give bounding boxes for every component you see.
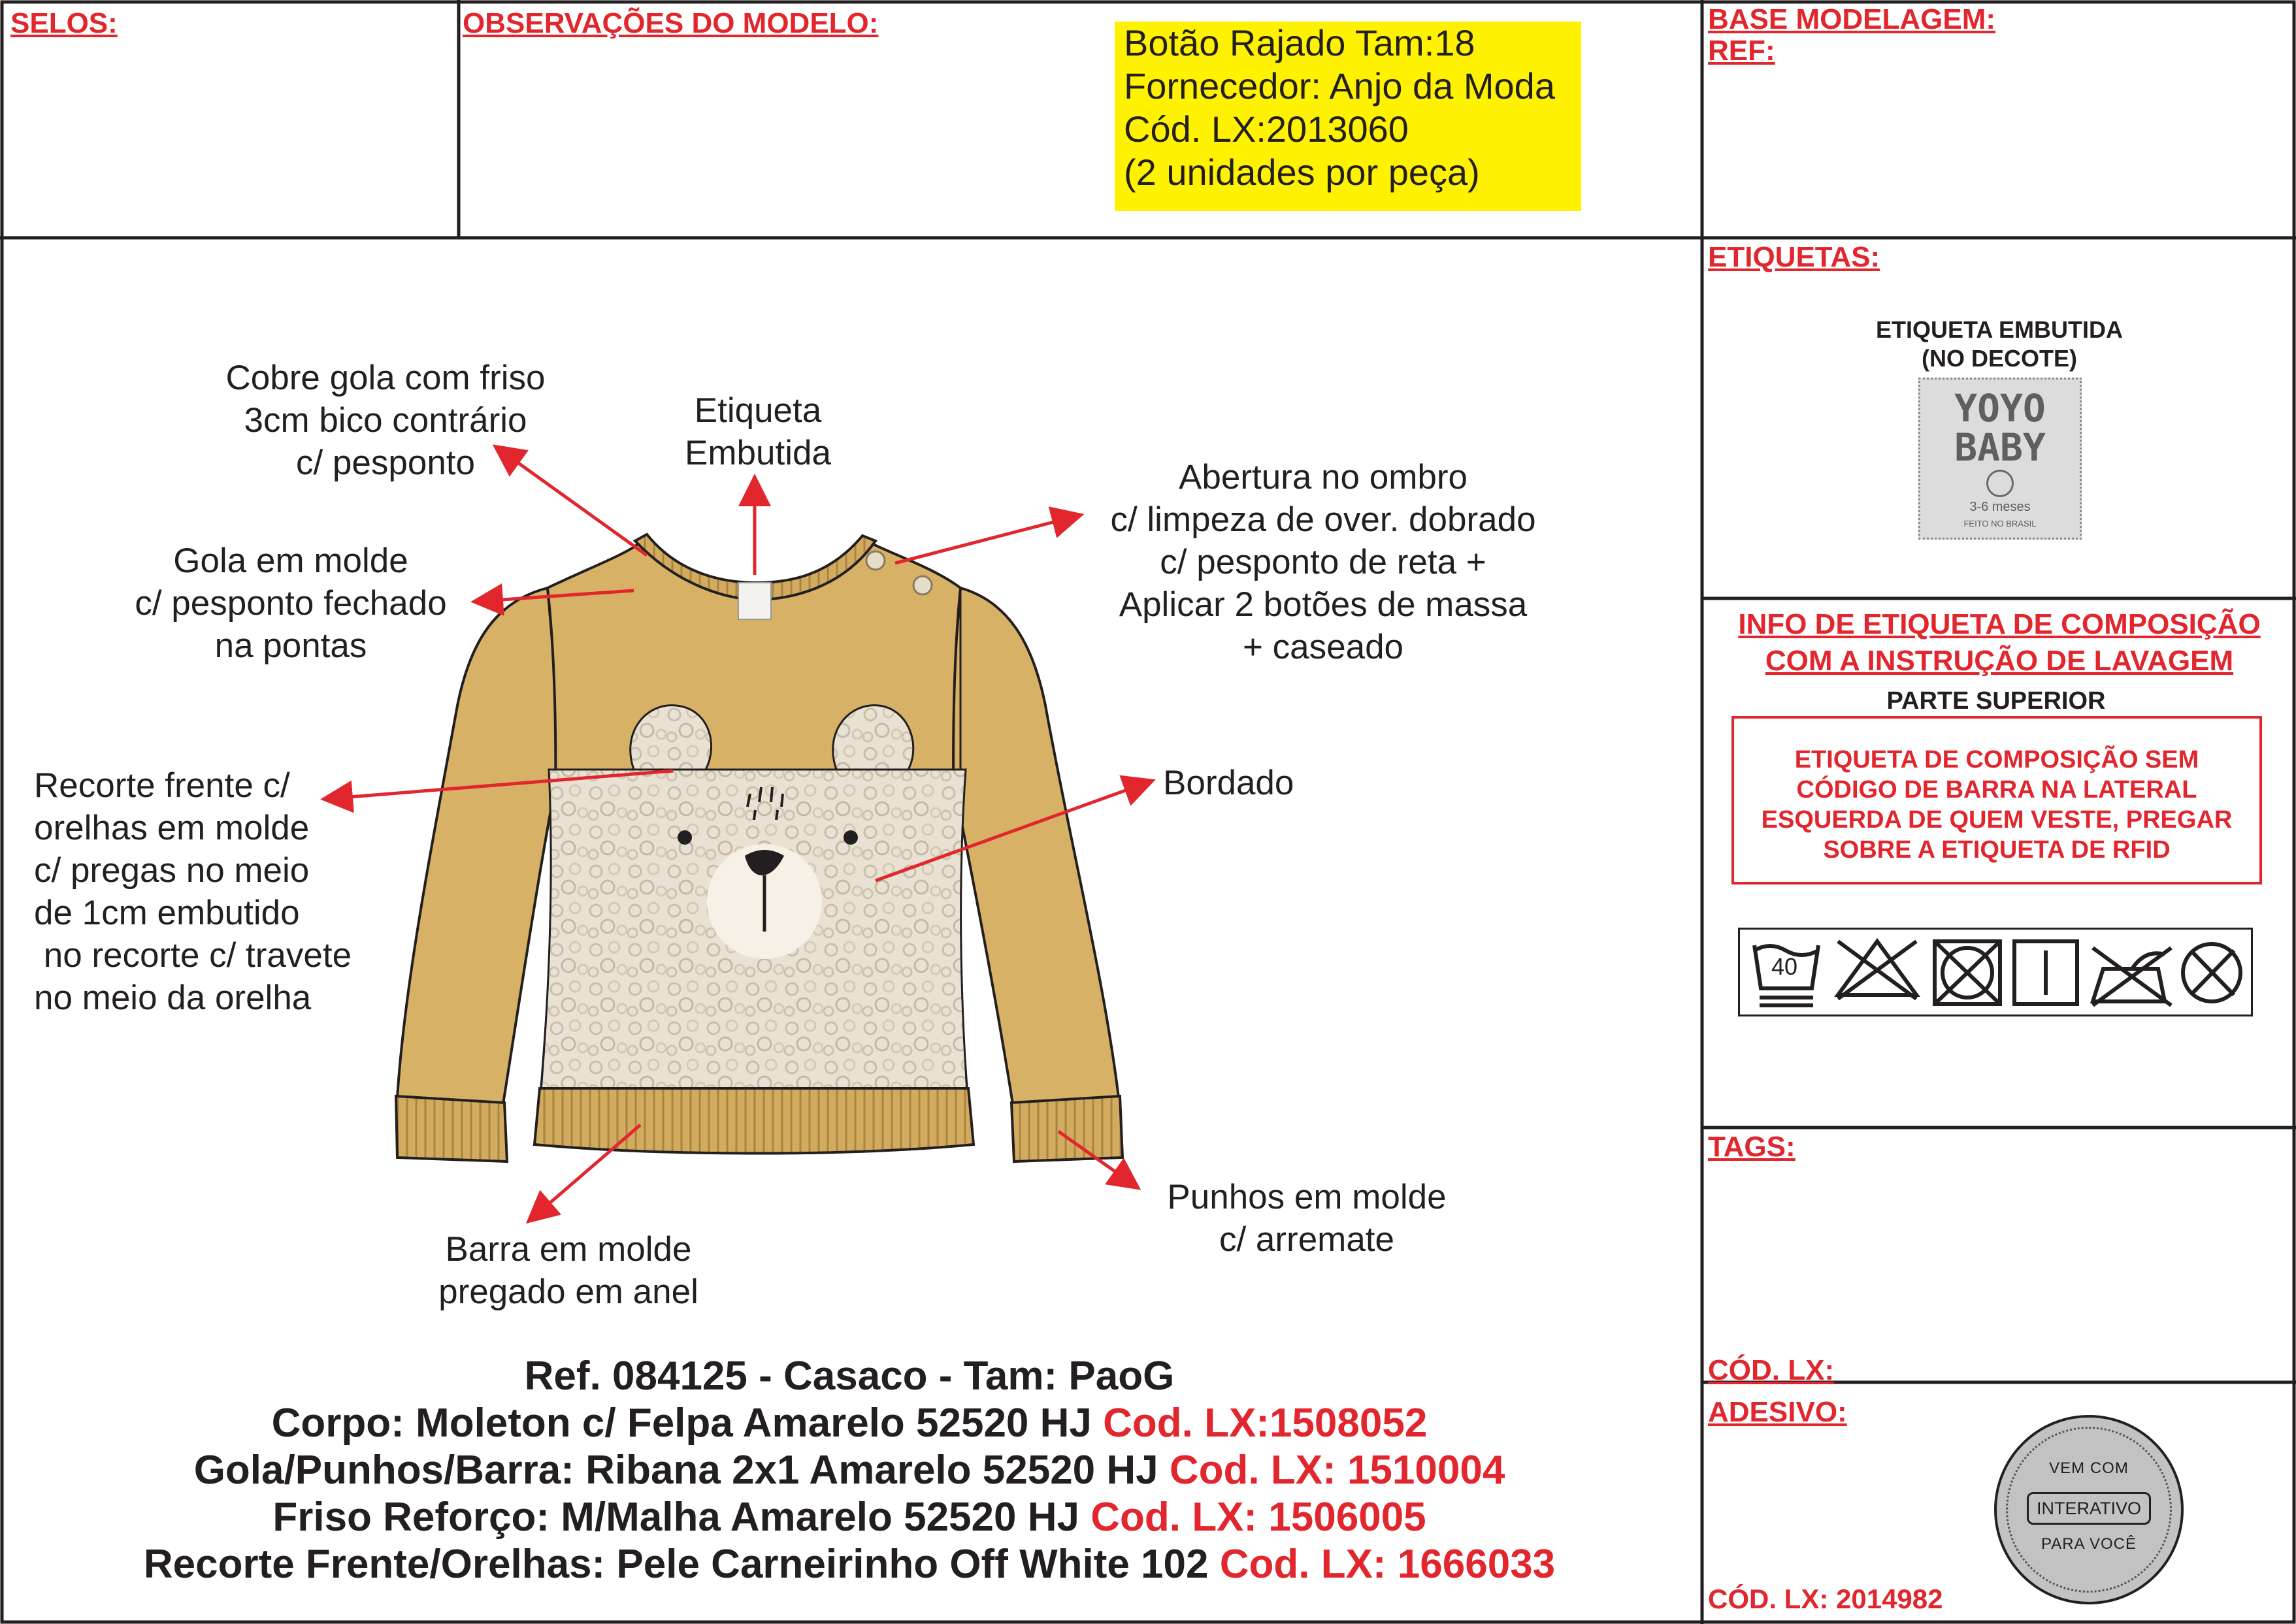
spec-code: Cod. LX: 1666033	[1219, 1542, 1556, 1587]
wash-temperature: 40	[1771, 953, 1798, 980]
info-composicao-header: INFO DE ETIQUETA DE COMPOSIÇÃO	[1738, 608, 2261, 640]
callout-etiqueta	[660, 389, 856, 474]
ref-header: REF:	[1708, 35, 1775, 67]
composition-line: CÓDIGO DE BARRA NA LATERAL	[1796, 776, 2197, 804]
callout-line: na pontas	[214, 626, 367, 665]
callout-cobre-gola	[209, 357, 562, 484]
spec-line	[0, 1449, 1699, 1491]
observacoes-header: OBSERVAÇÕES DO MODELO:	[463, 7, 879, 39]
composition-line: ESQUERDA DE QUEM VESTE, PREGAR	[1761, 806, 2233, 834]
callout-line: + caseado	[1242, 628, 1404, 666]
callout-line: no meio da orelha	[34, 979, 312, 1017]
parte-superior: PARTE SUPERIOR	[1886, 687, 2106, 715]
sticker-bottom: PARA VOCÊ	[2041, 1535, 2137, 1553]
callout-line: Recorte frente c/	[34, 766, 290, 805]
callout-line: c/ pesponto	[295, 444, 476, 482]
selos-header: SELOS:	[10, 7, 118, 39]
callout-line: c/ limpeza de over. dobrado	[1110, 500, 1536, 539]
callout-line: Aplicar 2 botões de massa	[1119, 585, 1528, 624]
callout-line: 3cm bico contrário	[244, 401, 527, 440]
callout-line: c/ pesponto de reta +	[1160, 543, 1486, 581]
callout-line: c/ arremate	[1219, 1220, 1395, 1259]
callout-line: Gola em molde	[173, 542, 408, 580]
composition-line: ETIQUETA DE COMPOSIÇÃO SEM	[1794, 746, 2199, 773]
spec-code: Cod. LX:1508052	[1103, 1401, 1428, 1446]
callout-punhos	[1137, 1176, 1477, 1261]
spec-line	[0, 1402, 1699, 1444]
etiqueta-embutida-subtitle: (NO DECOTE)	[1922, 345, 2077, 372]
spec-text: Recorte Frente/Orelhas: Pele Carneirinho Off White 102	[143, 1542, 1220, 1587]
callout-line: Embutida	[685, 434, 831, 472]
size-circle-icon	[1986, 470, 2014, 497]
composition-warning	[1731, 716, 2262, 885]
spec-line	[0, 1496, 1699, 1538]
label-brand: YOYO	[1954, 386, 2046, 430]
interativo-sticker	[1994, 1415, 2184, 1604]
composition-line: SOBRE A ETIQUETA DE RFID	[1823, 836, 2171, 864]
callout-line: Cobre gola com friso	[225, 359, 546, 397]
care-symbols	[1738, 928, 2253, 1016]
etiqueta-embutida-title: ETIQUETA EMBUTIDA	[1876, 316, 2123, 343]
callout-abertura	[1085, 456, 1562, 668]
spec-text: Gola/Punhos/Barra: Ribana 2x1 Amarelo 52520 HJ	[193, 1448, 1170, 1493]
spec-line	[0, 1543, 1699, 1585]
spec-title: Ref. 084125 - Casaco - Tam: PaoG	[524, 1354, 1175, 1399]
sticker-middle: INTERATIVO	[2027, 1492, 2151, 1525]
cod-lx-adesivo: CÓD. LX: 2014982	[1708, 1583, 1943, 1614]
callout-bordado: Bordado	[1163, 764, 1294, 802]
callout-line: pregado em anel	[438, 1273, 698, 1311]
callout-gola	[111, 540, 470, 667]
base-modelagem-header: BASE MODELAGEM:	[1708, 3, 1995, 35]
care-symbol-row	[1740, 930, 2251, 1015]
callout-line: Abertura no ombro	[1179, 458, 1468, 496]
callout-barra	[405, 1228, 732, 1313]
button-note-line: Botão Rajado Tam:18	[1124, 22, 1475, 63]
spec-text: Corpo: Moleton c/ Felpa Amarelo 52520 HJ	[271, 1401, 1104, 1446]
tags-header: TAGS:	[1708, 1131, 1796, 1163]
callout-line: orelhas em molde	[34, 809, 310, 847]
button-note-line: Fornecedor: Anjo da Moda	[1124, 65, 1555, 106]
neck-label-sample	[1918, 378, 2082, 540]
info-composicao-header: COM A INSTRUÇÃO DE LAVAGEM	[1765, 645, 2234, 677]
spec-code: Cod. LX: 1506005	[1091, 1495, 1426, 1540]
spec-text: Friso Reforço: M/Malha Amarelo 52520 HJ	[272, 1495, 1091, 1540]
callout-line: Etiqueta	[694, 391, 822, 430]
sticker-top: VEM COM	[2049, 1459, 2129, 1477]
callout-line: Punhos em molde	[1167, 1178, 1447, 1216]
callout-line: no recorte c/ travete	[34, 936, 352, 975]
label-size: 3-6 meses	[1969, 500, 2031, 514]
label-origin: FEITO NO BRASIL	[1963, 519, 2037, 528]
adesivo-header: ADESIVO:	[1708, 1396, 1847, 1428]
button-note-line: (2 unidades por peça)	[1124, 152, 1480, 193]
label-brand: BABY	[1954, 425, 2046, 470]
callout-line: Barra em molde	[445, 1230, 692, 1269]
cod-lx-tags: CÓD. LX:	[1708, 1354, 1835, 1386]
callout-line: c/ pregas no meio	[34, 851, 310, 890]
spec-code: Cod. LX: 1510004	[1169, 1448, 1505, 1493]
etiquetas-header: ETIQUETAS:	[1708, 241, 1880, 273]
button-note-line: Cód. LX:2013060	[1124, 108, 1409, 150]
callout-line: c/ pesponto fechado	[135, 584, 447, 623]
callout-recorte	[34, 764, 426, 1019]
callout-line: de 1cm embutido	[34, 894, 300, 932]
